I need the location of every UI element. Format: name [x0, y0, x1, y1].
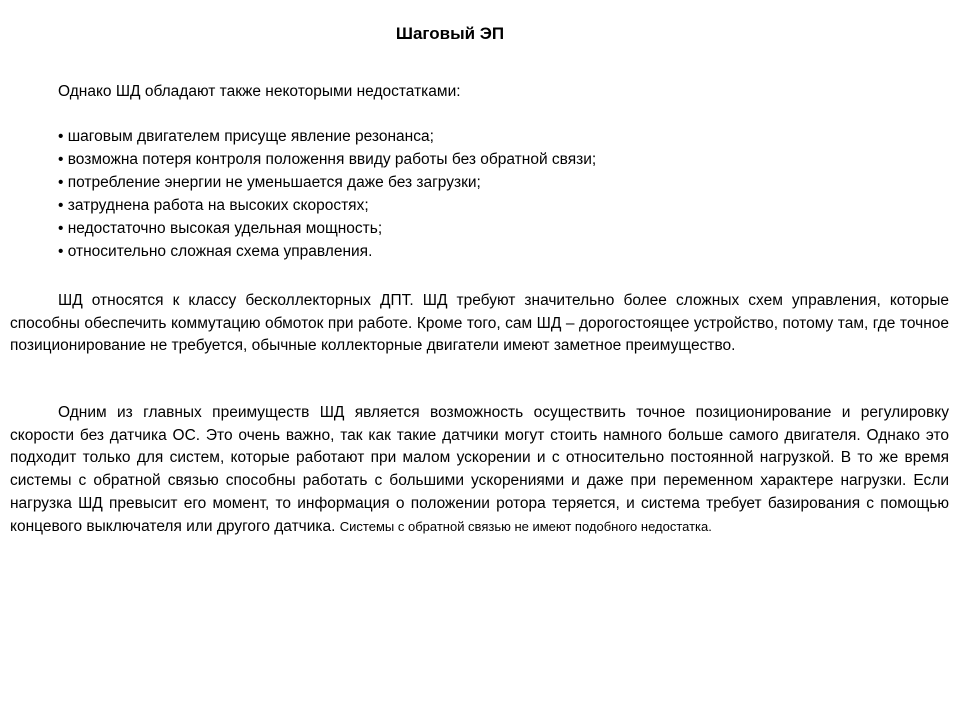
list-item: • шаговым двигателем присуще явление резонанса;	[58, 127, 596, 150]
list-item: • недостаточно высокая удельная мощность;	[58, 219, 596, 242]
list-item: • затруднена работа на высоких скоростях;	[58, 196, 596, 219]
intro-text: Однако ШД обладают также некоторыми недостатками:	[58, 83, 461, 100]
list-item: • возможна потеря контроля положення ввиду работы без обратной связи;	[58, 150, 596, 173]
disadvantages-list	[58, 127, 596, 265]
paragraph-advantages-main: Одним из главных преимуществ ШД является возможность осуществить точное позиционирование и регулировку скорости без датчика ОС. Это очень важно, так как такие датчики могут стоить намного больше самого двигателя. Однако это подходит только для систем, которые работают при малом ускорении и с относительно постоянной нагрузкой. В то же время системы с обратной связью способны работать с большими ускорениями и даже при переменном характере нагрузки. Если нагрузка ШД превысит его момент, то информация о положении ротора теряется, и система требует базирования с помощью концевого выключателя или другого датчика.	[10, 404, 949, 535]
paragraph-brushless: ШД относятся к классу бесколлекторных ДПТ. ШД требуют значительно более сложных схем управления, которые способны обеспечить коммутацию обмоток при работе. Кроме того, сам ШД – дорогостоящее устройство, потому там, где точное позиционирование не требуется, обычные коллекторные двигатели имеют заметное преимущество.	[10, 292, 949, 355]
page-title: Шаговый ЭП	[395, 24, 505, 43]
paragraph-advantages-tail: Системы с обратной связью не имеют подобного недостатка.	[339, 518, 712, 534]
list-item: • потребление энергии не уменьшается даже без загрузки;	[58, 173, 596, 196]
list-item: • относительно сложная схема управления.	[58, 242, 596, 265]
paragraph-advantages	[10, 402, 949, 538]
